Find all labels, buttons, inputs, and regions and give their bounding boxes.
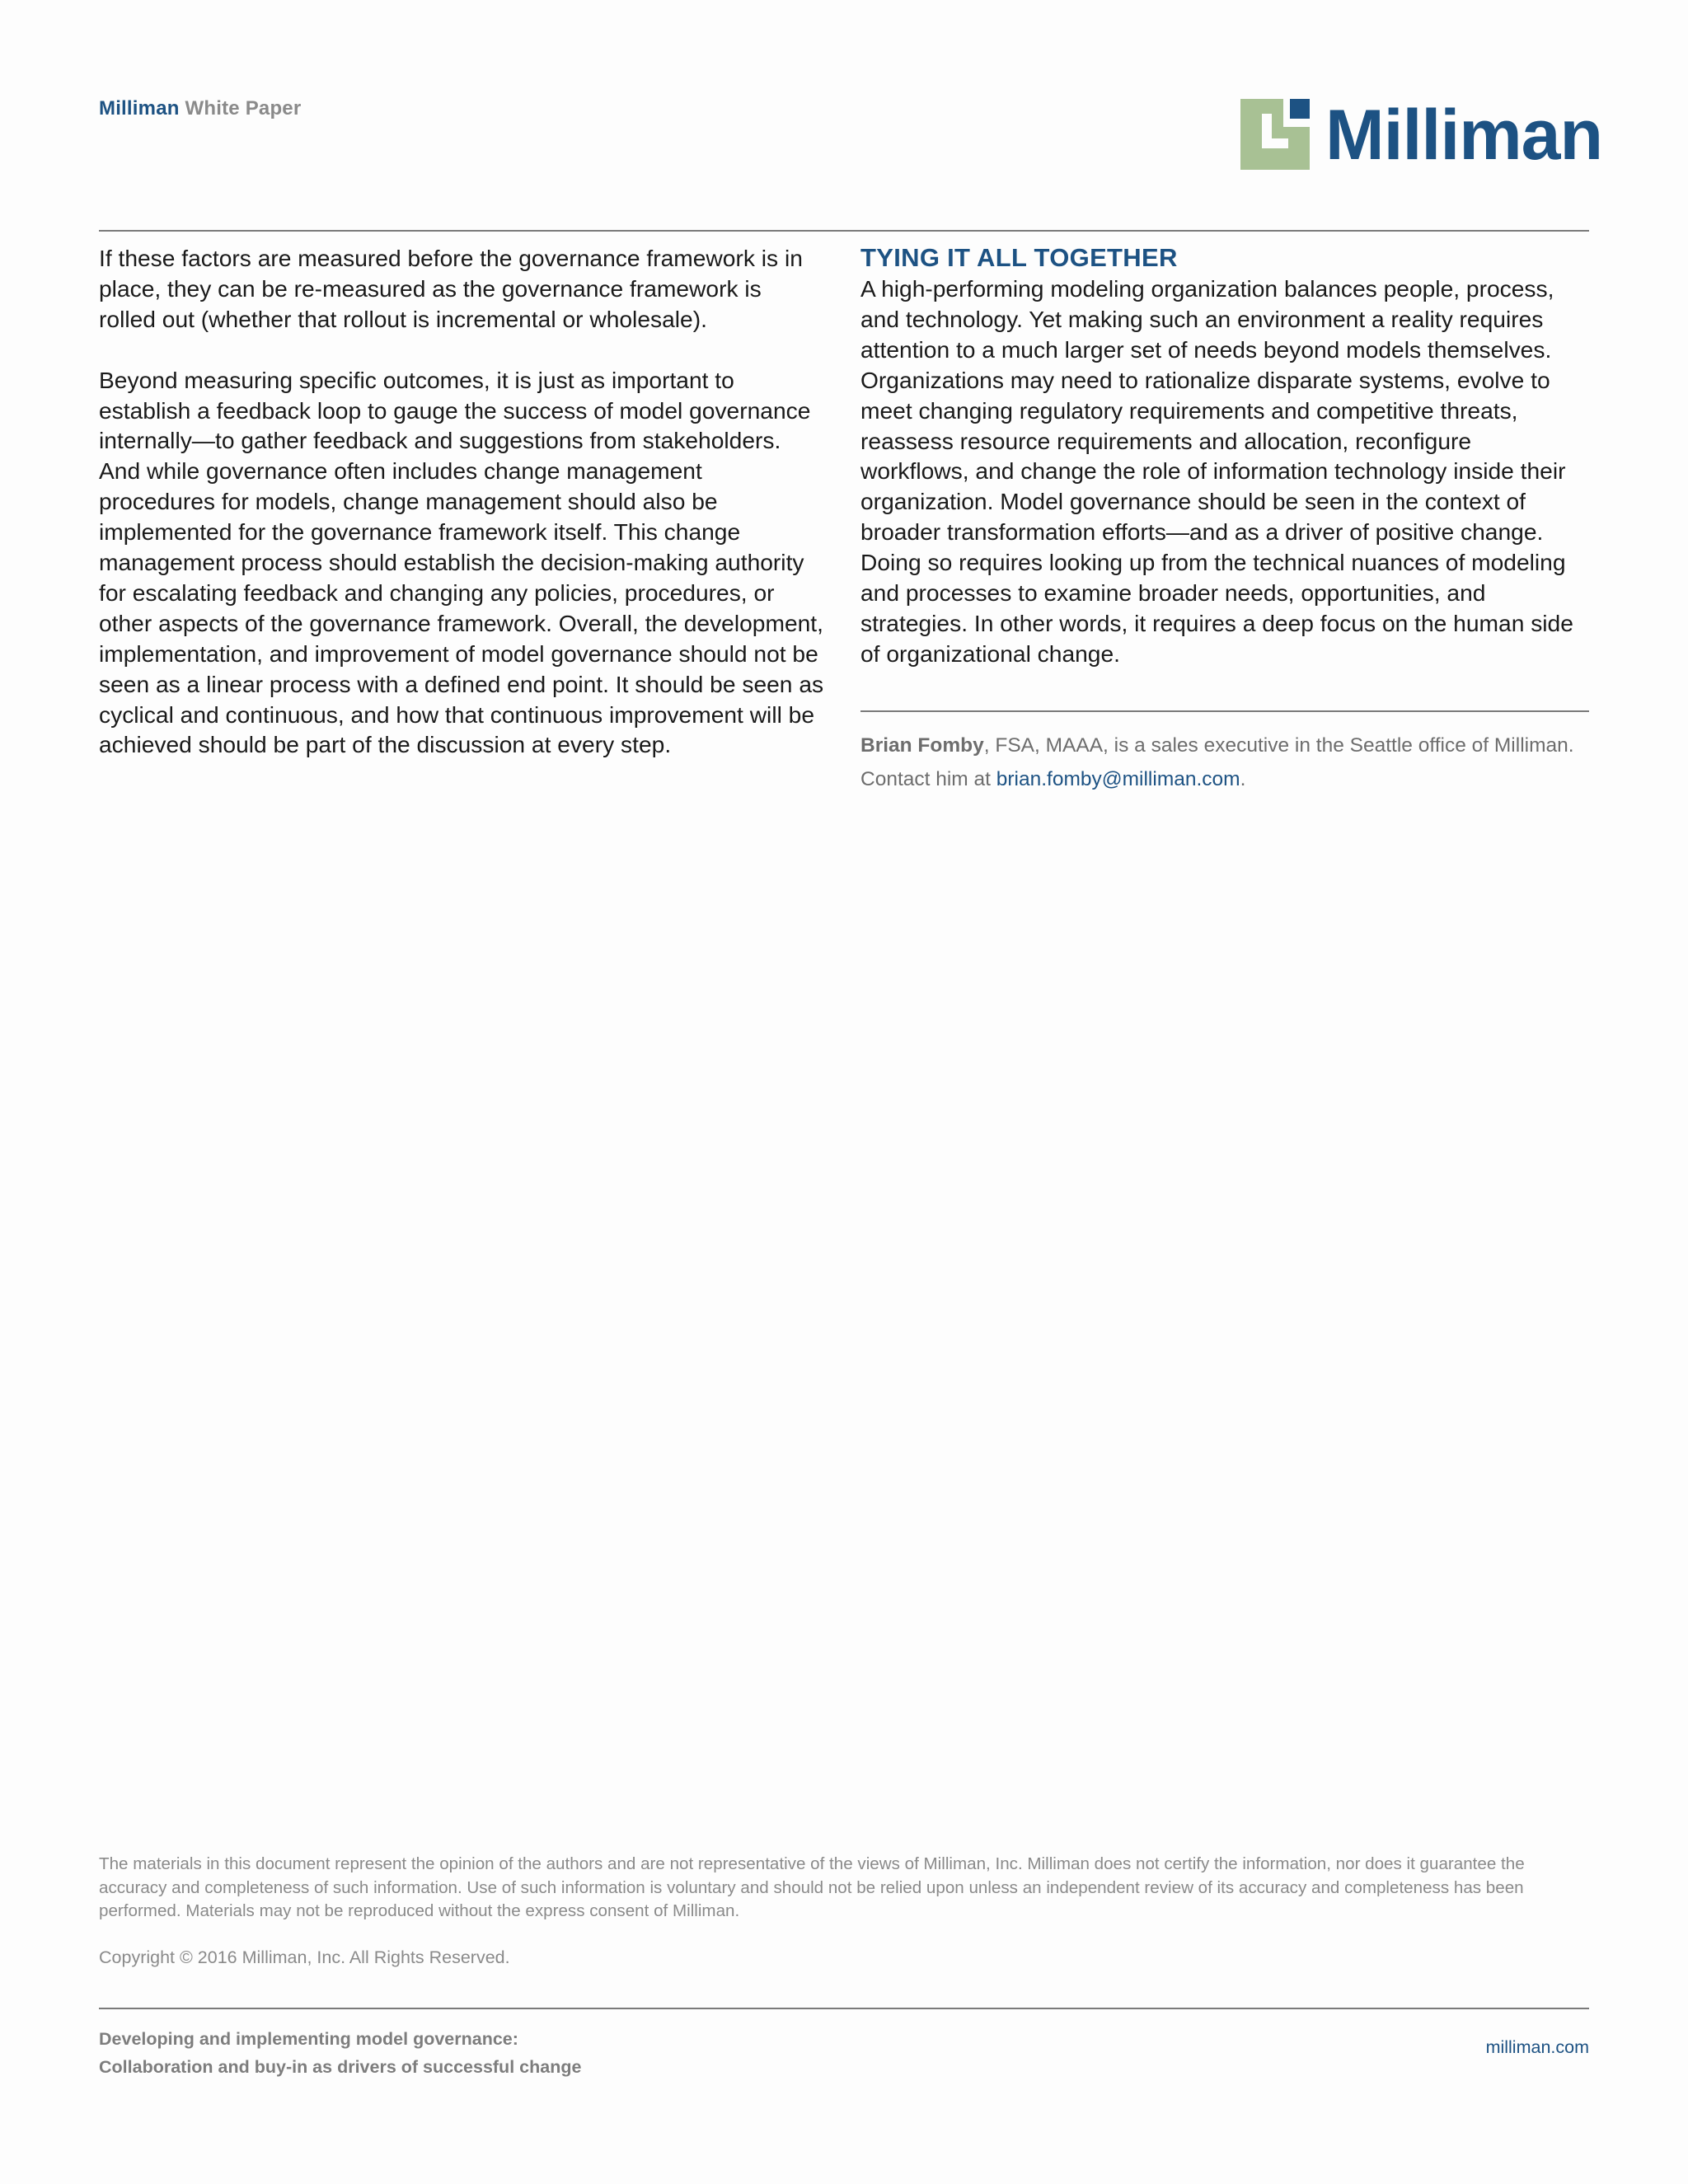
author-divider: [860, 710, 1589, 712]
right-column: [860, 242, 1586, 669]
right-paragraph: A high-performing modeling organization balances people, process, and technology. Yet making such an environment a reality requires attention to a much larger set of needs beyond models themselves. Organizations may need to rationalize disparate systems, evolve to meet changing regulatory requirements and competitive threats, reassess resource requirements and allocation, reconfigure workflows, and change the role of information technology inside their organization. Model governance should be seen in the context of broader transformation efforts—and as a driver of positive change. Doing so requires looking up from the technical nuances of modeling and processes to examine broader needs, opportunities, and strategies. In other words, it requires a deep focus on the human side of organizational change.: [860, 275, 1573, 667]
header-label: [99, 97, 301, 120]
milliman-logo-icon: [1240, 99, 1310, 170]
milliman-logo: [1240, 96, 1603, 175]
footer-divider: [99, 2008, 1589, 2009]
copyright: Copyright © 2016 Milliman, Inc. All Rights Reserved.: [99, 1947, 510, 1967]
author-trailing: .: [1240, 768, 1246, 790]
left-paragraph-2: Beyond measuring specific outcomes, it is just as important to establish a feedback loop to gauge the success of model governance internally—to gather feedback and suggestions from stakeholders. And while governance often includes change management procedures for models, change management should also be implemented for the governance framework itself. This change management process should establish the decision-making authority for escalating feedback and changing any policies, procedures, or other aspects of the governance framework. Overall, the development, implementation, and improvement of model governance should not be seen as a linear process with a defined end point. It should be seen as cyclical and continuous, and how that continuous improvement will be achieved should be part of the discussion at every step.: [99, 366, 824, 758]
footer-title-line-2: Collaboration and buy-in as drivers of successful change: [99, 2057, 582, 2077]
section-heading: TYING IT ALL TOGETHER: [860, 243, 1178, 272]
footer-title: [99, 2025, 581, 2081]
header-brand: Milliman: [99, 97, 180, 120]
author-name: Brian Fomby: [860, 734, 984, 757]
author-bio-text: , FSA, MAAA, is a sales executive in the Seattle office of Milliman. Contact him at: [860, 734, 1574, 790]
header-doc-type: White Paper: [185, 97, 302, 120]
author-bio: [860, 729, 1589, 796]
footer-title-line-1: Developing and implementing model governance:: [99, 2029, 518, 2049]
author-email-link[interactable]: brian.fomby@milliman.com: [996, 768, 1240, 790]
left-paragraph-1: If these factors are measured before the governance framework is in place, they can be re-measured as the governance framework is rolled out (whether that rollout is incremental or wholesale).: [99, 245, 803, 332]
logo-wordmark: Milliman: [1325, 96, 1603, 175]
disclaimer: The materials in this document represent the opinion of the authors and are not representative of the views of Milliman, Inc. Milliman does not certify the information, nor does it guarantee the accuracy and completeness of such information. Use of such information is voluntary and should not be relied upon unless an independent review of its accuracy and completeness has been performed. Materials may not be reproduced without the express consent of Milliman.: [99, 1854, 1525, 1921]
top-divider: [99, 230, 1589, 232]
left-column: [99, 243, 824, 790]
footer-website-link[interactable]: milliman.com: [1485, 2037, 1589, 2057]
